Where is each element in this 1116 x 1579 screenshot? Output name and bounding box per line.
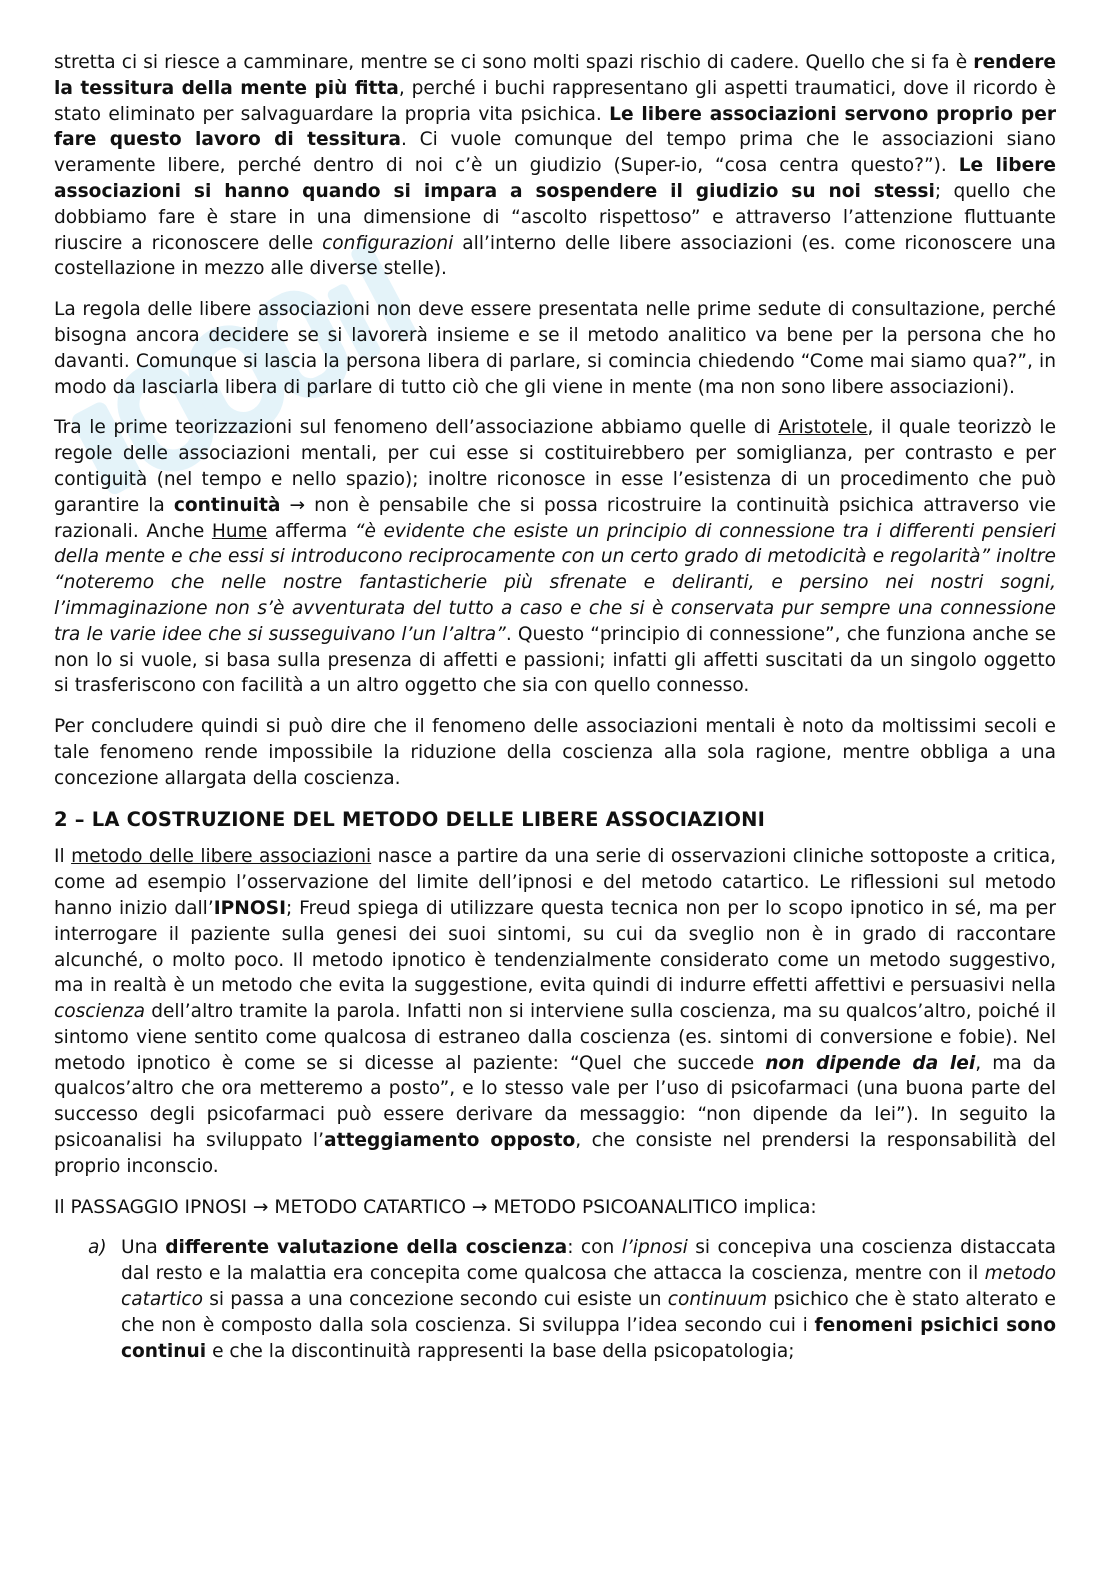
- text-run: psichico che è stato alterato e che non è composto dalla sola coscienza. Si sviluppa l’idea secondo cui i: [121, 1289, 1057, 1336]
- text-run: Il: [54, 846, 72, 868]
- paragraph-metodo: [54, 844, 1056, 1179]
- text-run: ; Freud spiega di utilizzare questa tecnica non per lo scopo ipnotico in sé, ma per interrogare il paziente sulla genesi dei suoi sintomi, su cui da sveglio non è in grado di raccontare alcunché, o molto poco. Il metodo ipnotico è tendenzialmente considerato come un metodo suggestivo, ma in realtà è un metodo che evita la suggestione, evita quindi di indurre effetti affettivi e persuasivi nella: [54, 897, 1056, 997]
- text-run: si concepiva una coscienza distaccata dal resto e la malattia era concepita come qualcosa che attacca la coscienza, mentre con il: [121, 1237, 1057, 1285]
- text-run: . Questo “principio di connessione”, che funziona anche se non lo si vuole, si basa sulla presenza di affetti e passioni; infatti gli affetti suscitati da un singolo oggetto si trasferiscono con facilità a un altro oggetto che sia con quello connesso.: [54, 623, 1056, 697]
- text-run: dell’altro tramite la parola. Infatti non si interviene sulla coscienza, ma su qualcos’altro, poiché il sintomo viene sentito come qualcosa di estraneo dalla coscienza (es. sintomi di conversione e fobie). Nel metodo ipnotico è come se si dicesse al paziente: “Quel che succede: [54, 1001, 1056, 1074]
- bold-run: Le libere associazioni servono proprio per fare questo lavoro di tessitura: [54, 103, 1056, 151]
- paragraph-passaggio: Il PASSAGGIO IPNOSI → METODO CATARTICO → METODO PSICOANALITICO implica:: [54, 1196, 817, 1218]
- text-run: si passa a una concezione secondo cui esiste un: [203, 1289, 668, 1311]
- document-page: [54, 50, 1056, 1364]
- text-run: nasce a partire da una serie di osservazioni cliniche sottoposte a critica, come ad esempio l’osservazione del limite dell’ipnosi e del metodo catartico. Le riflessioni sul metodo hanno inizio dall’: [54, 846, 1057, 919]
- text-run: Tra le prime teorizzazioni sul fenomeno dell’associazione abbiamo quelle di: [54, 417, 779, 439]
- text-run: all’interno delle libere associazioni (es. come riconoscere una costellazione in mezzo alle diverse stelle).: [54, 232, 1056, 280]
- bold-run: fenomeni psichici sono continui: [121, 1314, 1057, 1362]
- bold-run: atteggiamento opposto: [324, 1130, 576, 1152]
- bold-run: differente valutazione della coscienza: [165, 1237, 568, 1259]
- bold-run: continuità: [173, 494, 281, 516]
- italic-run: metodo catartico: [121, 1263, 1056, 1311]
- text-run: stretta ci si riesce a camminare, mentre se ci sono molti spazi rischio di cadere. Quello che si fa è: [54, 52, 974, 73]
- bold-run: Le libere associazioni si hanno quando si impara a sospendere il giudizio su noi stessi: [54, 155, 1056, 202]
- text-run: , il quale teorizzò le regole delle associazioni mentali, per cui esse si costituirebbero per somiglianza, per contrasto e per contiguità (nel tempo e nello spazio); inoltre riconosce in esse l’esistenza di un procedimento che può garantire la: [54, 417, 1057, 516]
- text-run: Una: [121, 1237, 166, 1259]
- list-item-a: [54, 1235, 1056, 1364]
- bold-italic-run: non dipende da lei: [765, 1052, 976, 1074]
- text-run: → non è pensabile che si possa ricostruire la continuità psichica attraverso vie razionali. Anche: [54, 494, 1056, 542]
- list-marker: a): [88, 1237, 107, 1259]
- italic-run: “è evidente che esiste un principio di connessione tra i differenti pensieri della mente e che essi si introducono reciprocamente con un certo grado di metodicità e regolarità” inoltre “noteremo che nelle nostre fantasticherie più sfrenate e deliranti, e persino nei nostri sogni, l’immaginazione non s’è avventurata del tutto a caso e che si è conservata pur sempre una connessione tra le varie idee che si susseguivano l’un l’altra”: [54, 520, 1056, 645]
- text-run: , che consiste nel prendersi la responsabilità del proprio inconscio.: [54, 1130, 1056, 1177]
- paragraph-conclusione: Per concludere quindi si può dire che il fenomeno delle associazioni mentali è noto da moltissimi secoli e tale fenomeno rende impossibile la riduzione della coscienza alla sola ragione, mentre obbliga a una concezione allargata della coscienza.: [54, 716, 1056, 789]
- text-run: , ma da qualcos’altro che ora metteremo a posto”, e lo stesso vale per l’uso di psicofarmaci (una buona parte del successo degli psicofarmaci può essere derivare da messaggio: “non dipende da lei”). In seguito la psicoanalisi ha sviluppato l’: [54, 1052, 1056, 1152]
- italic-run: coscienza: [54, 1001, 146, 1023]
- bold-run: IPNOSI: [213, 897, 286, 919]
- italic-run: continuum: [667, 1289, 768, 1311]
- paragraph-regola: La regola delle libere associazioni non deve essere presentata nelle prime sedute di consultazione, perché bisogna ancora decidere se si lavorerà insieme e se il metodo analitico va bene per la persona che ho davanti. Comunque si lascia la persona libera di parlare, si comincia chiedendo “Come mai siamo qua?”, in modo da lasciarla libera di parlare di tutto ciò che gli viene in mente (ma non sono libere associazioni).: [54, 299, 1056, 398]
- text-run: . Ci vuole comunque del tempo prima che le associazioni siano veramente libere, perché dentro di noi c’è un giudizio (Super-io, “cosa centra questo?”).: [54, 129, 1056, 177]
- bold-run: rendere la tessitura della mente più fitta: [54, 52, 1056, 99]
- text-run: , perché i buchi rappresentano gli aspetti traumatici, dove il ricordo è stato eliminato per salvaguardare la propria vita psichica.: [54, 77, 1056, 125]
- paragraph-aristotele-hume: [54, 415, 1056, 699]
- italic-run: configurazioni: [322, 232, 454, 254]
- underlined-run: metodo delle libere associazioni: [71, 846, 372, 868]
- underlined-run: Hume: [211, 520, 268, 542]
- text-run: e che la discontinuità rappresenti la base della psicopatologia;: [206, 1340, 795, 1362]
- paragraph-tessitura: [54, 50, 1056, 282]
- text-run: : con: [567, 1237, 622, 1259]
- underlined-run: Aristotele: [778, 417, 868, 439]
- italic-run: l’ipnosi: [621, 1237, 688, 1259]
- text-run: ; quello che dobbiamo fare è stare in una dimensione di “ascolto rispettoso” e attraverso l’attenzione fluttuante riuscire a riconoscere delle: [54, 180, 1056, 254]
- text-run: afferma: [267, 520, 355, 542]
- section-heading: 2 – LA COSTRUZIONE DEL METODO DELLE LIBERE ASSOCIAZIONI: [54, 807, 766, 831]
